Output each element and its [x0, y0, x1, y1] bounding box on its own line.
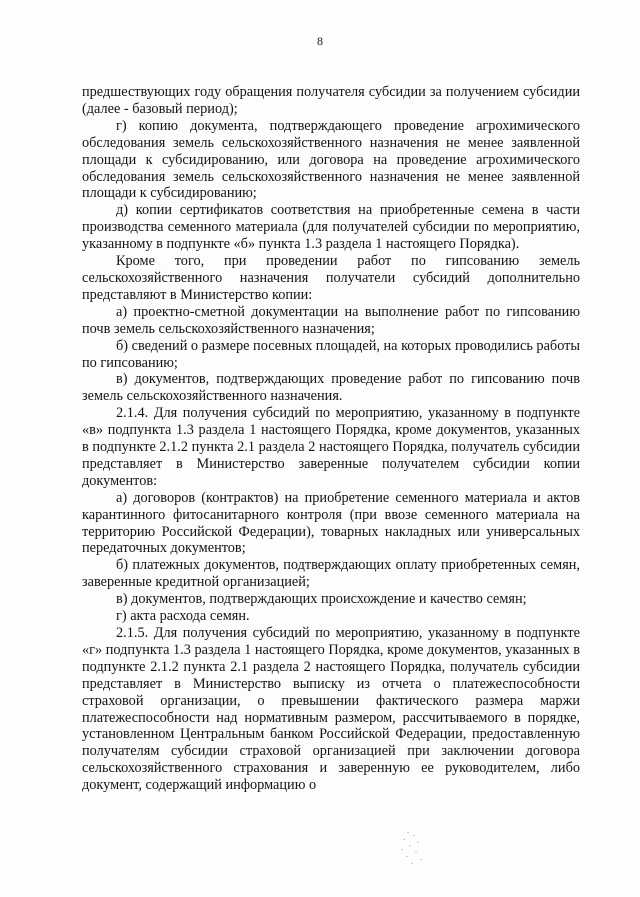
paragraph: 2.1.4. Для получения субсидий по мероприятию, указанному в подпункте «в» подпункта 1.3 раздела 1 настоящего Порядка, кроме документов, указанных в подпункте 2.1.2 пункта 2.1 раздела 2 настоящего Порядка, получатель субсидии представляет в Министерство заверенные получателем субсидии копии документов: — [82, 405, 580, 489]
paragraph: а) проектно-сметной документации на выполнение работ по гипсованию почв земель сельскохозяйственного назначения; — [82, 303, 580, 337]
page-number: 8 — [317, 34, 323, 48]
paragraph: предшествующих году обращения получателя субсидии за получением субсидии (далее - базовый период); — [82, 84, 580, 117]
paragraph: г) акта расхода семян. — [116, 608, 250, 625]
paragraph: 2.1.5. Для получения субсидий по мероприятию, указанному в подпункте «г» подпункта 1.3 раздела 1 настоящего Порядка, кроме документов, указанных в подпункте 2.1.2 пункта 2.1 раздела 2 настоящего Порядка, получатель субсидии представляет в Министерство выписку из отчета о платежеспособности страховой организации, о превышении фактического размера маржи платежеспособности над нормативным размером, рассчитываемого в порядке, установленном Центральным банком Российской Федерации, предоставленную получателям субсидии страховой организацией при заключении договора сельскохозяйственного страхования и заверенную ее руководителем, либо документ, содержащий информацию о — [82, 625, 580, 794]
paragraph: в) документов, подтверждающих проведение работ по гипсованию почв земель сельскохозяйственного назначения. — [82, 371, 580, 405]
paragraph: г) копию документа, подтверждающего проведение агрохимического обследования земель сельскохозяйственного назначения не менее заявленной площади к субсидированию, или договора на проведение агрохимического обследования земель сельскохозяйственного назначения не менее заявленной площади к субсидированию; — [82, 117, 580, 202]
document-body — [82, 84, 580, 794]
paragraph: б) сведений о размере посевных площадей, на которых проводились работы по гипсованию; — [82, 337, 581, 371]
scan-artifact — [395, 830, 425, 868]
paragraph: б) платежных документов, подтверждающих оплату приобретенных семян, заверенные кредитной организацией; — [82, 557, 580, 591]
paragraph: а) договоров (контрактов) на приобретение семенного материала и актов карантинного фитосанитарного контроля (при ввозе семенного материала на территорию Российской Федерации), товарных накладных или универсальных передаточных документов; — [82, 489, 580, 557]
paragraph: д) копии сертификатов соответствия на приобретенные семена в части производства семенного материала (для получателей субсидии по мероприятию, указанному в подпункте «б» пункта 1.3 раздела 1 настоящего Порядка). — [82, 202, 580, 253]
paragraph: в) документов, подтверждающих происхождение и качество семян; — [116, 591, 527, 608]
paragraph: Кроме того, при проведении работ по гипсованию земель сельскохозяйственного назначения получатели субсидий дополнительно представляют в Министерство копии: — [82, 253, 580, 303]
